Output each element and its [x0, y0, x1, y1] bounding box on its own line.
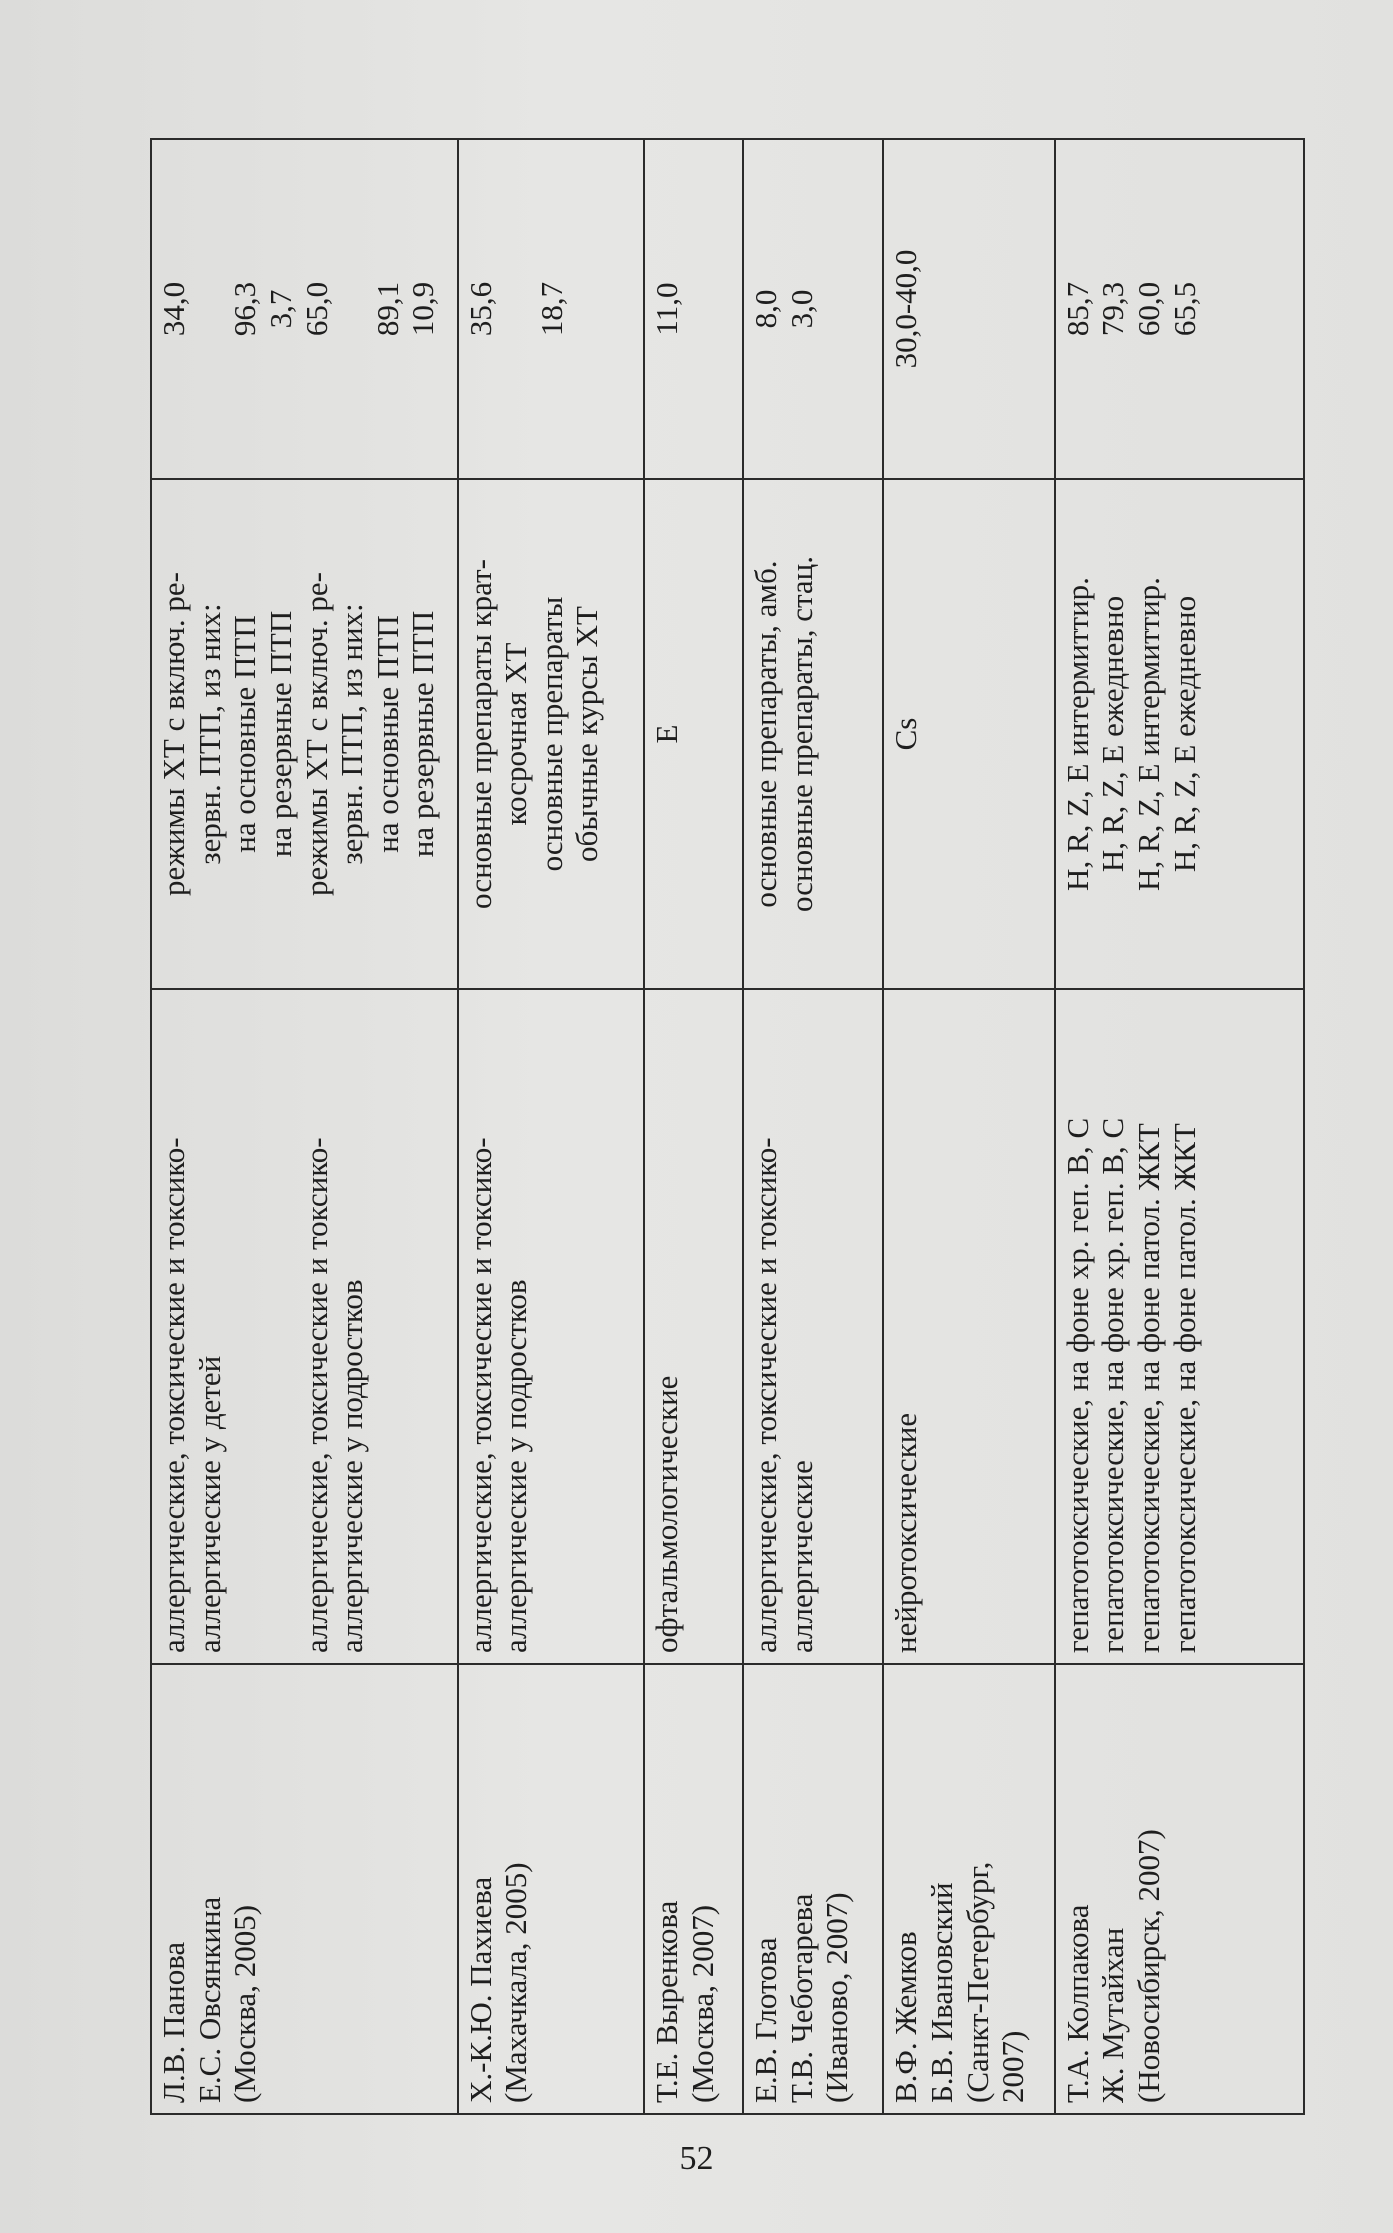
cell-line: 3,7 — [262, 289, 298, 329]
cell-line: гепатотоксические, на фоне патол. ЖКТ — [1166, 1123, 1202, 1653]
table-row — [1055, 139, 1304, 2114]
cell-line: на резервные ПТП — [405, 610, 441, 858]
adverse-effects-table — [150, 138, 1305, 2115]
effects-cell — [883, 989, 1054, 1664]
cell-line: Е.В. Глотова — [748, 1937, 784, 2103]
cell-line: Т.Е. Выренкова — [649, 1900, 685, 2103]
cell-line: аллергические у детей — [191, 1355, 227, 1653]
values-cell — [743, 139, 883, 479]
cell-line: аллергические, токсические и токсико- — [298, 1137, 334, 1653]
cell-line: (Москва, 2007) — [685, 1904, 721, 2103]
cell-line: 35,6 — [462, 281, 498, 337]
effects-cell — [151, 989, 458, 1664]
cell-line: 18,7 — [533, 281, 569, 337]
cell-line — [334, 150, 370, 468]
cell-line: (Махачкала, 2005) — [498, 1862, 534, 2103]
cell-line: аллергические у подростков — [334, 1279, 370, 1653]
values-cell — [883, 139, 1054, 479]
table-row — [151, 139, 458, 2114]
cell-line — [263, 1000, 299, 1653]
cell-line: 65,0 — [298, 281, 334, 337]
cell-line: режимы ХТ с включ. ре- — [298, 572, 334, 896]
page-number: 52 — [679, 2140, 714, 2177]
cell-line: 65,5 — [1166, 281, 1202, 337]
cell-line: Cs — [888, 717, 924, 751]
cell-line: (Санкт-Петербург, — [959, 1861, 995, 2103]
cell-line: основные препараты, стац. — [783, 556, 819, 913]
cell-line: аллергические — [783, 1460, 819, 1653]
cell-line: 2007) — [995, 2030, 1031, 2103]
values-cell — [151, 139, 458, 479]
cell-line: (Новосибирск, 2007) — [1130, 1829, 1166, 2103]
cell-line — [569, 150, 605, 468]
cell-line: гепатотоксические, на фоне хр. геп. B, C — [1059, 1117, 1095, 1653]
table-row — [743, 139, 883, 2114]
cell-line: Л.В. Панова — [156, 1941, 191, 2103]
cell-line: Е.С. Овсянкина — [191, 1896, 227, 2103]
cell-line: на основные ПТП — [227, 615, 263, 853]
cell-line: косрочная ХТ — [498, 642, 534, 826]
cell-line — [227, 1000, 263, 1653]
regimens-cell — [458, 479, 645, 989]
values-cell — [1055, 139, 1304, 479]
cell-line — [498, 150, 534, 468]
cell-line: H, R, Z, E ежедневно — [1166, 595, 1202, 873]
cell-line: 11,0 — [649, 282, 685, 336]
cell-line: 89,1 — [369, 281, 405, 337]
cell-line: Т.А. Колпакова — [1059, 1904, 1095, 2103]
effects-cell — [743, 989, 883, 1664]
table-row — [644, 139, 743, 2114]
regimens-cell — [644, 479, 743, 989]
cell-line: аллергические, токсические и токсико- — [156, 1137, 191, 1653]
regimens-cell — [883, 479, 1054, 989]
effects-cell — [1055, 989, 1304, 1664]
cell-line: аллергические у подростков — [498, 1279, 534, 1653]
effects-cell — [458, 989, 645, 1664]
authors-cell — [151, 1664, 458, 2114]
cell-line: аллергические, токсические и токсико- — [462, 1137, 498, 1653]
cell-line: H, R, Z, E интермиттир. — [1059, 577, 1095, 891]
cell-line: на основные ПТП — [369, 615, 405, 853]
cell-line: 79,3 — [1095, 281, 1131, 337]
cell-line: (Иваново, 2007) — [819, 1892, 855, 2103]
cell-line: 96,3 — [227, 281, 263, 337]
cell-line: Ж. Мутайхан — [1095, 1927, 1131, 2103]
authors-cell — [743, 1664, 883, 2114]
cell-line: 3,0 — [783, 289, 819, 329]
regimens-cell — [743, 479, 883, 989]
cell-line: офтальмологические — [649, 1375, 685, 1653]
cell-line: В.Ф. Жемков — [888, 1931, 924, 2103]
authors-cell — [458, 1664, 645, 2114]
authors-cell — [883, 1664, 1054, 2114]
cell-line: нейротоксические — [888, 1412, 924, 1653]
cell-line: основные препараты, амб. — [748, 560, 784, 908]
values-cell — [458, 139, 645, 479]
cell-line: гепатотоксические, на фоне патол. ЖКТ — [1130, 1123, 1166, 1653]
cell-line: аллергические, токсические и токсико- — [748, 1137, 784, 1653]
cell-line — [192, 150, 228, 468]
authors-cell — [644, 1664, 743, 2114]
cell-line: основные препараты крат- — [462, 559, 498, 909]
cell-line: 34,0 — [156, 281, 191, 337]
cell-line: основные препараты — [533, 596, 569, 872]
cell-line: 8,0 — [748, 289, 784, 329]
cell-line: Б.В. Ивановский — [923, 1882, 959, 2103]
cell-line: 60,0 — [1130, 281, 1166, 337]
cell-line: 10,9 — [405, 281, 441, 337]
values-cell — [644, 139, 743, 479]
cell-line: на резервные ПТП — [262, 610, 298, 858]
cell-line: обычные курсы ХТ — [569, 606, 605, 862]
regimens-cell — [1055, 479, 1304, 989]
cell-line: (Москва, 2005) — [227, 1904, 263, 2103]
table-row — [883, 139, 1054, 2114]
cell-line: Х.-К.Ю. Пахиева — [462, 1876, 498, 2103]
effects-cell — [644, 989, 743, 1664]
cell-line: E — [649, 724, 685, 744]
authors-cell — [1055, 1664, 1304, 2114]
cell-line: H, R, Z, E ежедневно — [1095, 595, 1131, 873]
regimens-cell — [151, 479, 458, 989]
cell-line: зервн. ПТП, из них: — [191, 603, 227, 865]
rotated-table-container — [150, 140, 1305, 2115]
cell-line: 85,7 — [1059, 281, 1095, 337]
cell-line: режимы ХТ с включ. ре- — [156, 572, 191, 896]
cell-line: зервн. ПТП, из них: — [334, 603, 370, 865]
table-row — [458, 139, 645, 2114]
cell-line: 30,0-40,0 — [888, 249, 924, 369]
cell-line: H, R, Z, E интермиттир. — [1130, 577, 1166, 891]
cell-line: гепатотоксические, на фоне хр. геп. B, C — [1095, 1117, 1131, 1653]
cell-line: Т.В. Чеботарева — [783, 1893, 819, 2103]
